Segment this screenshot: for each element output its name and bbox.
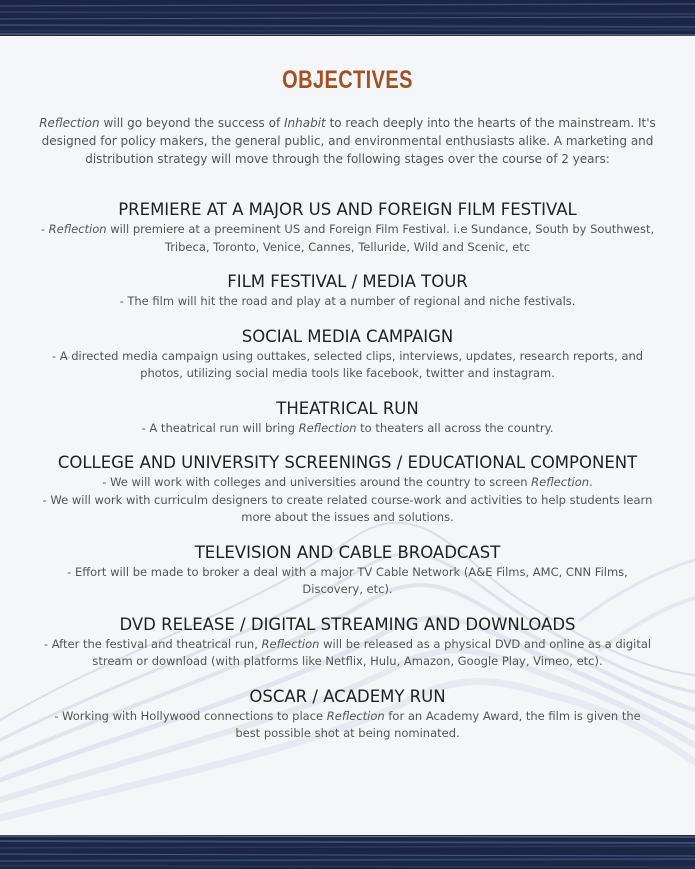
intro-text-a: will go beyond the success of [99, 116, 284, 130]
document-body [0, 36, 695, 758]
film-name: Reflection [326, 708, 385, 723]
bottom-decorative-band [0, 835, 695, 869]
section-festival-tour [0, 271, 695, 311]
section-heading: TELEVISION AND CABLE BROADCAST [194, 542, 501, 562]
description-text: - Working with Hollywood connections to place [54, 708, 327, 723]
intro-film-name: Reflection [39, 116, 100, 130]
section-description [0, 708, 695, 743]
description-text: will be released as a physical DVD and online as a digital stream or download (with platforms like Netflix, Hulu, Amazon, Google Play, Vimeo, etc). [92, 636, 652, 668]
section-description [0, 636, 695, 671]
intro-text-b: to reach deeply into the hearts of the mainstream. It's designed for policy makers, the general public, and environmental enthusiasts alike. A marketing and distribution strategy will move through the following stages over the course of 2 years: [41, 116, 656, 166]
section-oscar [0, 686, 695, 743]
section-heading: SOCIAL MEDIA CAMPAIGN [241, 326, 454, 346]
section-heading: DVD RELEASE / DIGITAL STREAMING AND DOWNLOADS [119, 614, 576, 634]
section-heading: COLLEGE AND UNIVERSITY SCREENINGS / EDUCATIONAL COMPONENT [57, 453, 638, 472]
film-name: Reflection [261, 636, 320, 651]
film-name: Reflection [531, 475, 590, 489]
description-text: - After the festival and theatrical run, [43, 636, 262, 651]
section-heading: OSCAR / ACADEMY RUN [249, 686, 446, 706]
section-education [0, 452, 695, 527]
film-name: Reflection [48, 222, 107, 236]
section-social-media [0, 326, 695, 383]
intro-previous-film: Inhabit [283, 116, 326, 130]
section-description [0, 221, 695, 256]
top-decorative-band [0, 0, 695, 36]
description-text: - [40, 222, 49, 236]
objectives-list [0, 199, 695, 743]
section-description: - A directed media campaign using outtakes, selected clips, interviews, updates, research reports, and photos, utilizing social media tools like facebook, twitter and instagram. [51, 348, 644, 380]
description-text: for an Academy Award, the film is given the best possible shot at being nominated. [235, 708, 641, 740]
section-heading: PREMIERE AT A MAJOR US AND FOREIGN FILM FESTIVAL [118, 200, 577, 219]
section-television [0, 542, 695, 599]
section-heading: THEATRICAL RUN [276, 398, 419, 418]
section-description-2: - We will work with curriculm designers to create related course-work and activities to help students learn more about the issues and solutions. [42, 492, 653, 524]
section-theatrical-run [0, 398, 695, 438]
description-text: - We will work with colleges and universities around the country to screen [102, 475, 532, 489]
description-text: to theaters all across the country. [356, 420, 554, 435]
section-description [0, 420, 695, 438]
section-dvd-streaming [0, 614, 695, 671]
description-text: will premiere at a preeminent US and Foreign Film Festival. i.e Sundance, South by Southwest, Tribeca, Toronto, Venice, Cannes, Telluride, Wild and Scenic, etc [106, 222, 655, 254]
section-description: - The film will hit the road and play at a number of regional and niche festivals. [119, 294, 576, 308]
description-text: - A theatrical run will bring [141, 420, 299, 435]
section-description [0, 474, 695, 492]
intro-paragraph [36, 114, 659, 168]
section-heading: FILM FESTIVAL / MEDIA TOUR [227, 272, 468, 291]
section-description: - Effort will be made to broker a deal with a major TV Cable Network (A&E Films, AMC, CNN Films, Discovery, etc). [67, 564, 628, 596]
film-name: Reflection [298, 420, 357, 435]
description-text: . [589, 475, 593, 489]
page-title: OBJECTIVES [282, 66, 413, 94]
section-premiere [0, 199, 695, 256]
